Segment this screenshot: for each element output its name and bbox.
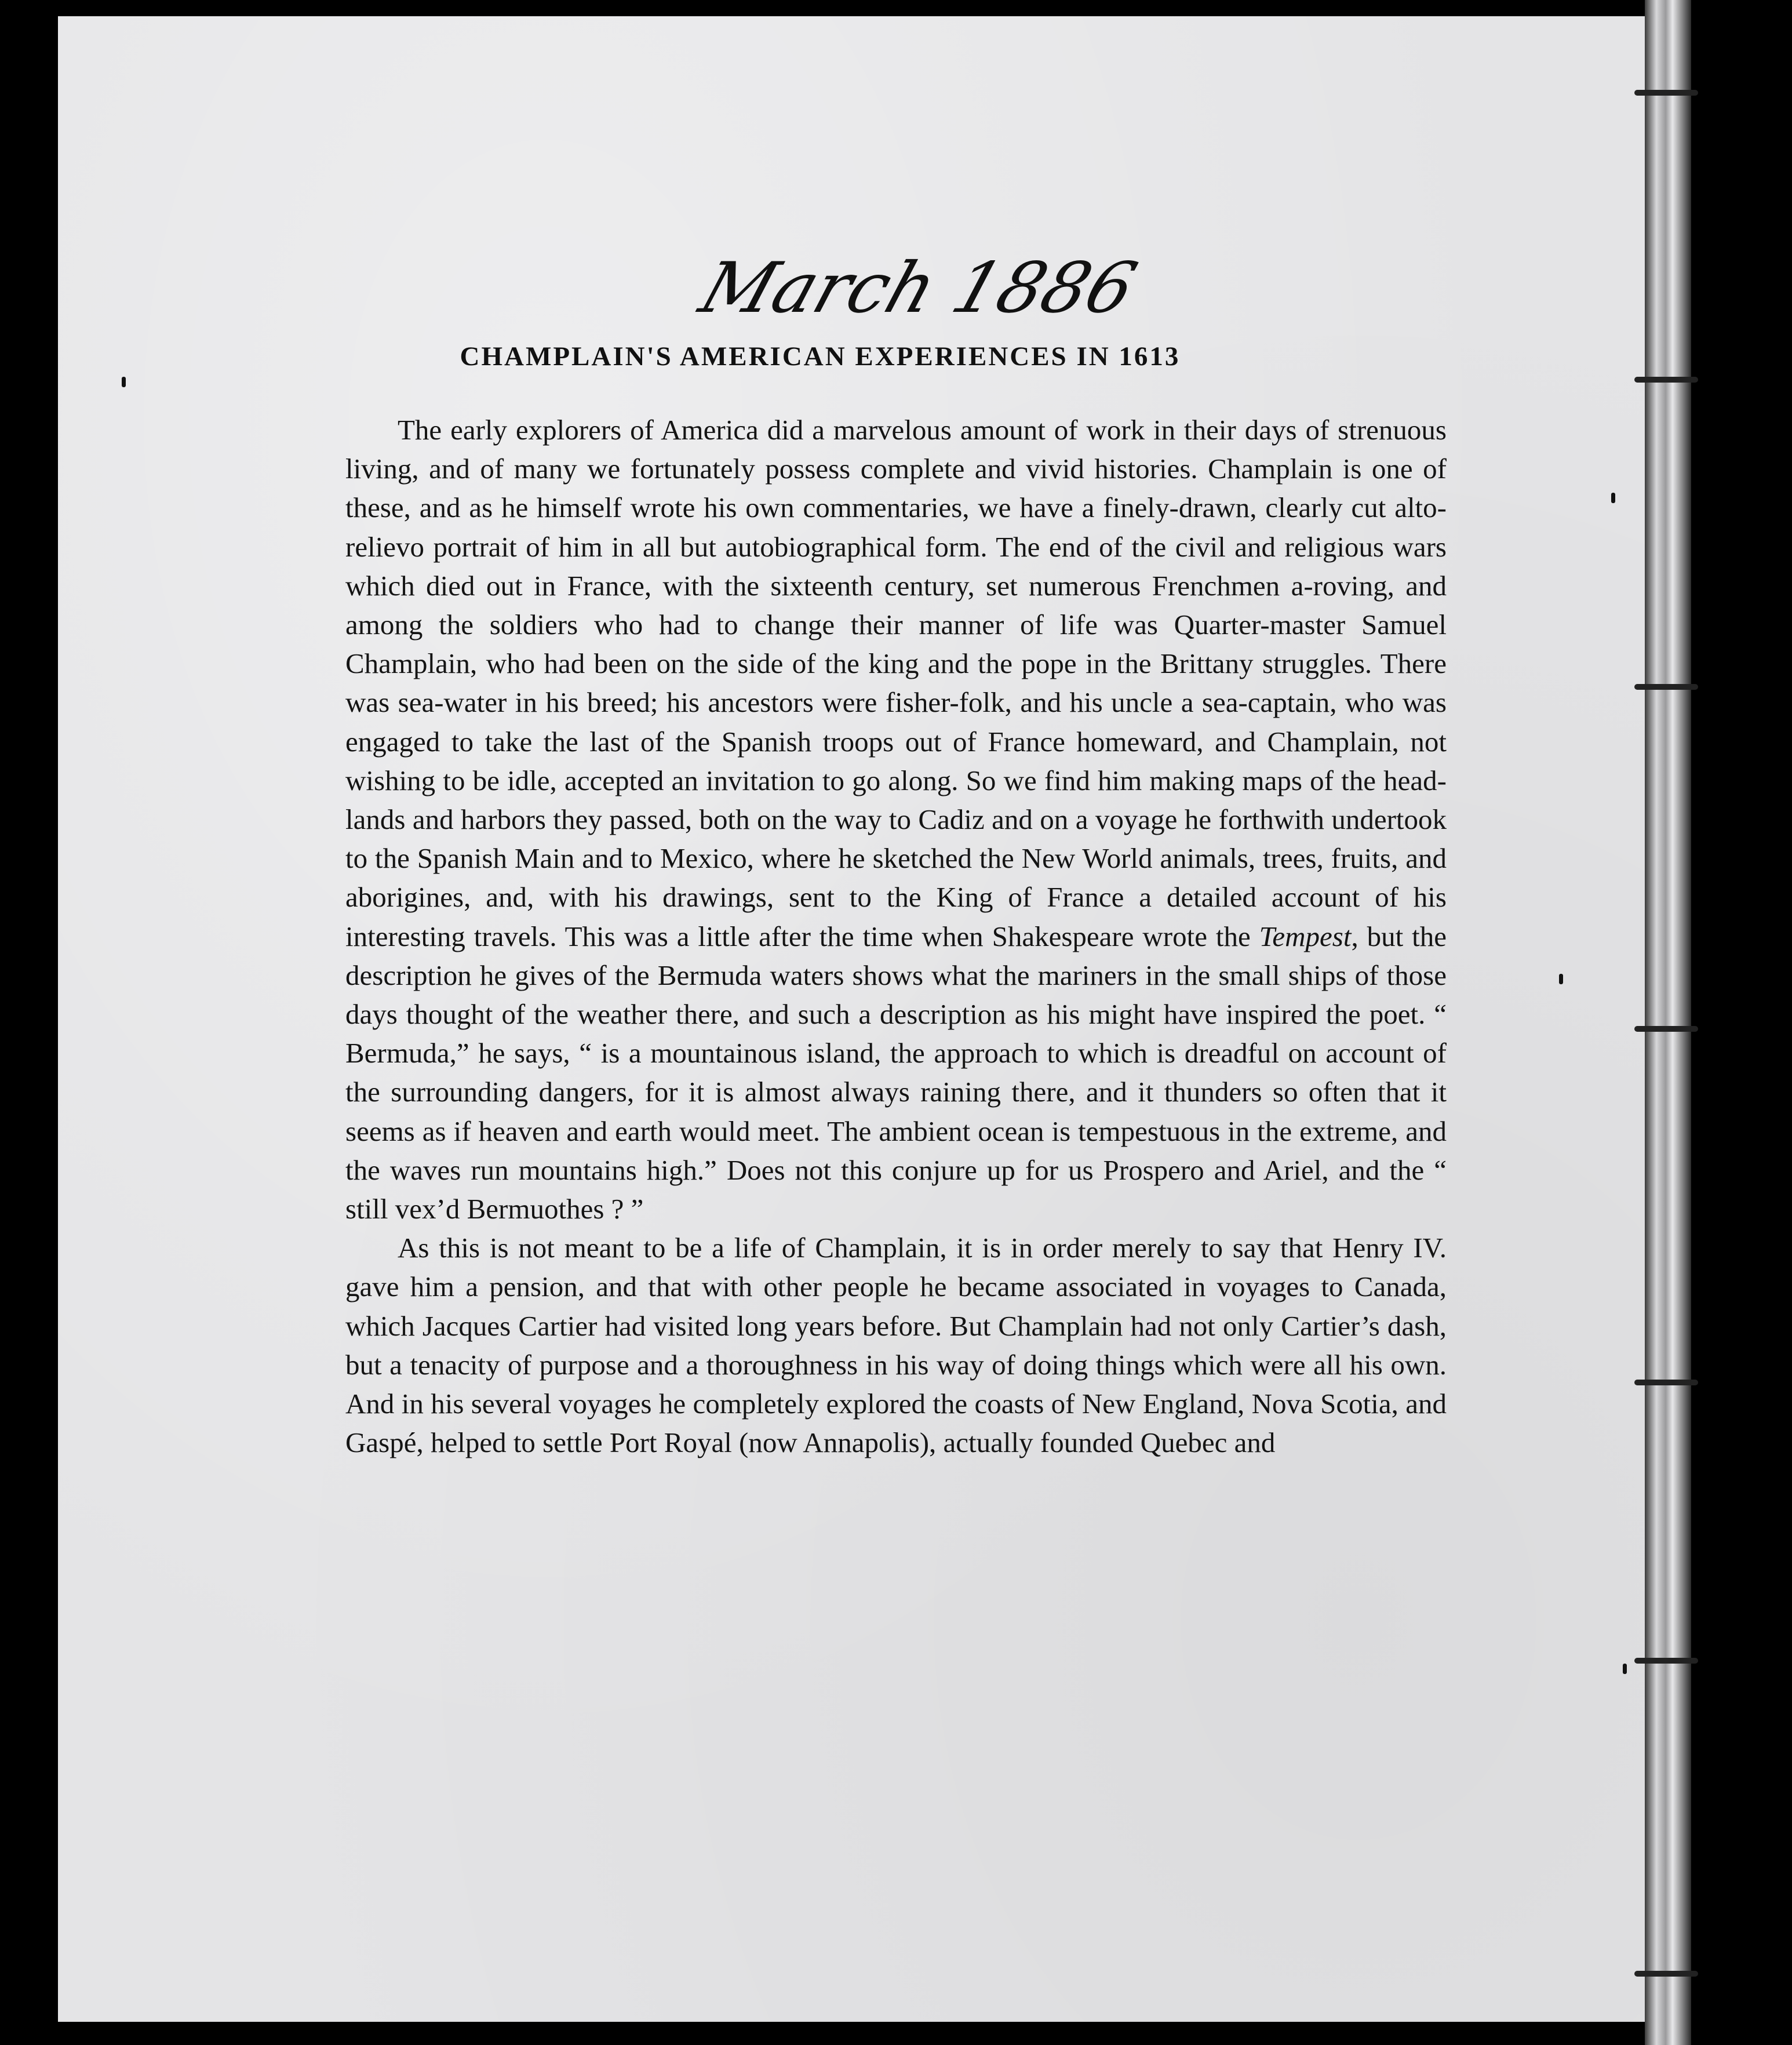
binding-ring: [1634, 1658, 1698, 1664]
binding-ring: [1634, 1971, 1698, 1977]
paragraph-1: The early explorers of America did a marvelous amount of work in their days of strenuous living, and of many we fortunately possess complete and vivid histories. Champlain is one of these, and as he himself wrote his own commentaries, we have a finely-drawn, clearly cut alto-relievo portrait of him in all but autobiographical form. The end of the civil and religious wars which died out in France, with the sixteenth century, set numerous Frenchmen a-roving, and among the soldiers who had to change their manner of life was Quarter-master Samuel Champlain, who had been on the side of the king and the pope in the Brittany struggles. There was sea-water in his breed; his ancestors were fisher-folk, and his uncle a sea-captain, who was engaged to take the last of the Spanish troops out of France homeward, and Champlain, not wishing to be idle, accepted an invitation to go along. So we find him making maps of the head-lands and harbors they passed, both on the way to Cadiz and on a voyage he forthwith undertook to the Spanish Main and to Mexico, where he sketched the New World animals, trees, fruits, and aborigines, and, with his drawings, sent to the King of France a detailed account of his interesting travels. This was a little after the time when Shakespeare wrote the Tempest, but the description he gives of the Bermuda waters shows what the mariners in the small ships of those days thought of the weather there, and such a description as his might have inspired the poet. “ Bermuda,” he says, “ is a mountainous island, the approach to which is dreadful on account of the surrounding dangers, for it is almost always raining there, and it thunders so often that it seems as if heaven and earth would meet. The ambient ocean is tempestuous in the extreme, and the waves run mountains high.” Does not this conjure up for us Prospero and Ariel, and the “ still vex’d Bermuothes ? ”: [345, 414, 1447, 1225]
speck-mark: [122, 377, 126, 387]
article-body: [345, 410, 1447, 1462]
tempest-italic: Tempest: [1259, 920, 1352, 952]
handwritten-date-annotation: [690, 225, 1146, 352]
speck-mark: [1623, 1664, 1627, 1674]
binding-ring: [1634, 90, 1698, 96]
binding-spine: [1645, 0, 1691, 2045]
binding-ring: [1634, 684, 1698, 690]
speck-mark: [1559, 974, 1563, 984]
article-title: CHAMPLAIN'S AMERICAN EXPERIENCES IN 1613: [460, 341, 1181, 372]
binding-ring: [1634, 377, 1698, 383]
binding-ring: [1634, 1380, 1698, 1385]
paragraph-2: As this is not meant to be a life of Champlain, it is in order merely to say that Henry IV. gave him a pension, and that with other people he became associated in voyages to Canada, which Jacques Cartier had visited long years before. But Champlain had not only Cartier’s dash, but a tenacity of purpose and a thoroughness in his way of doing things which were all his own. And in his several voyages he completely explored the coasts of New England, Nova Scotia, and Gaspé, helped to settle Port Royal (now Annapolis), actually founded Quebec and: [345, 1232, 1447, 1459]
speck-mark: [1611, 493, 1615, 503]
svg-text:March 1886: March 1886: [690, 248, 1146, 329]
document-page: [58, 16, 1684, 2022]
binding-ring: [1634, 1026, 1698, 1032]
